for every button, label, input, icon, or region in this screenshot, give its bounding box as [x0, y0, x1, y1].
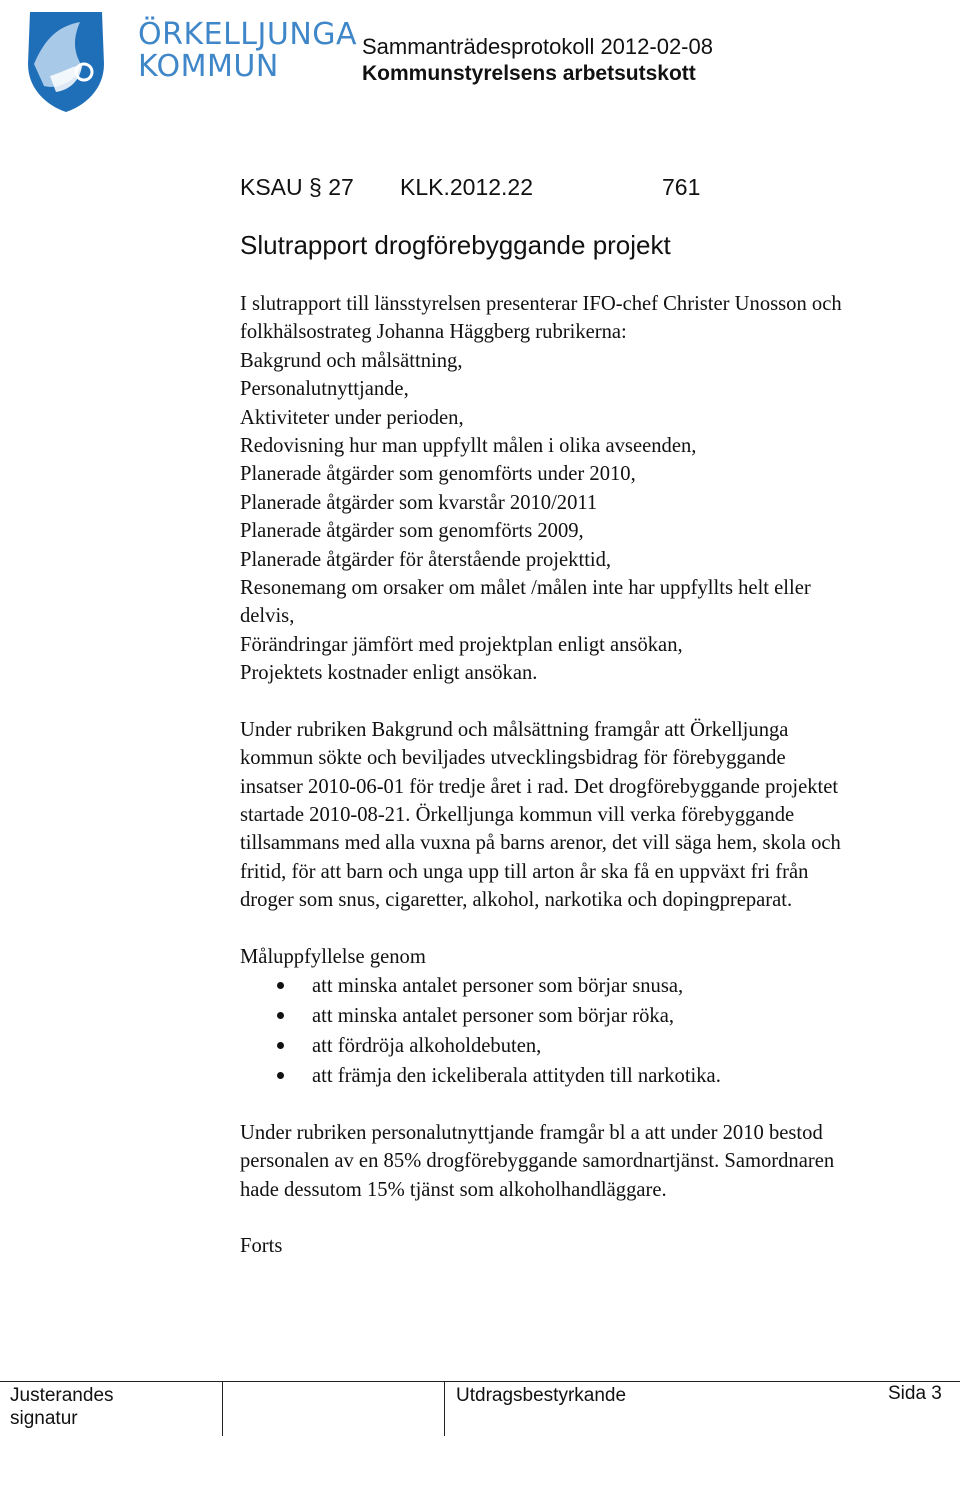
paragraph-line: droger som snus, cigaretter, alkohol, narkotika och dopingpreparat. [240, 889, 793, 912]
staffing-paragraph [240, 1119, 945, 1204]
intro-line: Personalutnyttjande, [240, 378, 409, 401]
paragraph-line: Under rubriken Bakgrund och målsättning framgår att Örkelljunga [240, 718, 789, 741]
bullet-icon [277, 1042, 284, 1049]
footer-cell-divider [444, 1381, 445, 1436]
intro-line: Resonemang om orsaker om målet /målen inte har uppfyllts helt eller [240, 577, 811, 600]
intro-line: Planerade åtgärder som genomförts under 2010, [240, 463, 636, 486]
paragraph-line: tillsammans med alla vuxna på barns arenor, det vill säga hem, skola och [240, 832, 841, 855]
justerandes-signatur-field [10, 1384, 114, 1430]
page-number: Sida 3 [888, 1383, 942, 1404]
list-item [240, 1031, 945, 1061]
intro-line: Redovisning hur man uppfyllt målen i olika avseenden, [240, 435, 697, 458]
municipality-logo [20, 6, 358, 116]
protocol-title: Sammanträdesprotokoll 2012-02-08 [362, 34, 713, 59]
intro-line: delvis, [240, 605, 295, 628]
goal-text: att fördröja alkoholdebuten, [312, 1034, 542, 1057]
goal-text: att minska antalet personer som börjar snusa, [312, 974, 684, 997]
goals-title: Måluppfyllelse genom [240, 945, 426, 968]
signatur-label: signatur [10, 1408, 78, 1429]
section-number: 761 [662, 174, 701, 200]
intro-line: Aktiviteter under perioden, [240, 406, 464, 429]
paragraph-line: personalen av en 85% drogförebyggande samordnartjänst. Samordnaren [240, 1150, 835, 1173]
footer-divider [0, 1381, 960, 1382]
document-body [240, 290, 945, 1261]
intro-line: Planerade åtgärder som genomförts 2009, [240, 520, 584, 543]
intro-line: Planerade åtgärder för återstående projekttid, [240, 548, 612, 571]
intro-line: Projektets kostnader enligt ansökan. [240, 662, 538, 685]
utdragsbestyrkande-label: Utdragsbestyrkande [456, 1385, 627, 1406]
paragraph-line: startade 2010-08-21. Örkelljunga kommun vill verka förebyggande [240, 803, 795, 826]
goal-text: att minska antalet personer som börjar röka, [312, 1004, 674, 1027]
goals-list [240, 971, 945, 1091]
intro-line: Bakgrund och målsättning, [240, 349, 463, 372]
intro-line: Planerade åtgärder som kvarstår 2010/2011 [240, 491, 598, 514]
paragraph-line: hade dessutom 15% tjänst som alkoholhandläggare. [240, 1178, 667, 1201]
case-number: KLK.2012.22 [400, 174, 534, 200]
page-heading: Slutrapport drogförebyggande projekt [240, 230, 671, 260]
ksau-paragraph: KSAU § 27 [240, 174, 354, 200]
intro-line: Förändringar jämfört med projektplan enligt ansökan, [240, 633, 683, 656]
background-paragraph [240, 716, 945, 915]
intro-line: I slutrapport till länsstyrelsen presenterar IFO-chef Christer Unosson och [240, 293, 842, 315]
committee-name: Kommunstyrelsens arbetsutskott [362, 62, 696, 85]
intro-block [240, 290, 945, 688]
paragraph-line: insatser 2010-06-01 för tredje året i rad. Det drogförebyggande projektet [240, 775, 839, 798]
list-item [240, 1001, 945, 1031]
bullet-icon [277, 1072, 284, 1079]
paragraph-line: fritid, för att barn och unga upp till arton år ska få en uppväxt fri från [240, 860, 809, 883]
logo-line-1: ÖRKELLJUNGA [138, 17, 358, 52]
goal-text: att främja den ickeliberala attityden till narkotika. [312, 1064, 721, 1087]
logo-line-2: KOMMUN [138, 49, 279, 84]
paragraph-line: Under rubriken personalutnyttjande framgår bl a att under 2010 bestod [240, 1121, 823, 1144]
continued-label: Forts [240, 1235, 283, 1258]
justerandes-label: Justerandes [10, 1385, 114, 1406]
bullet-icon [277, 982, 284, 989]
municipal-crest-icon [20, 6, 112, 114]
bullet-icon [277, 1012, 284, 1019]
footer-cell-divider [222, 1381, 223, 1436]
list-item [240, 971, 945, 1001]
list-item [240, 1061, 945, 1091]
intro-line: folkhälsostrateg Johanna Häggberg rubrikerna: [240, 321, 627, 344]
paragraph-line: kommun sökte och beviljades utvecklingsbidrag för förebyggande [240, 747, 786, 770]
